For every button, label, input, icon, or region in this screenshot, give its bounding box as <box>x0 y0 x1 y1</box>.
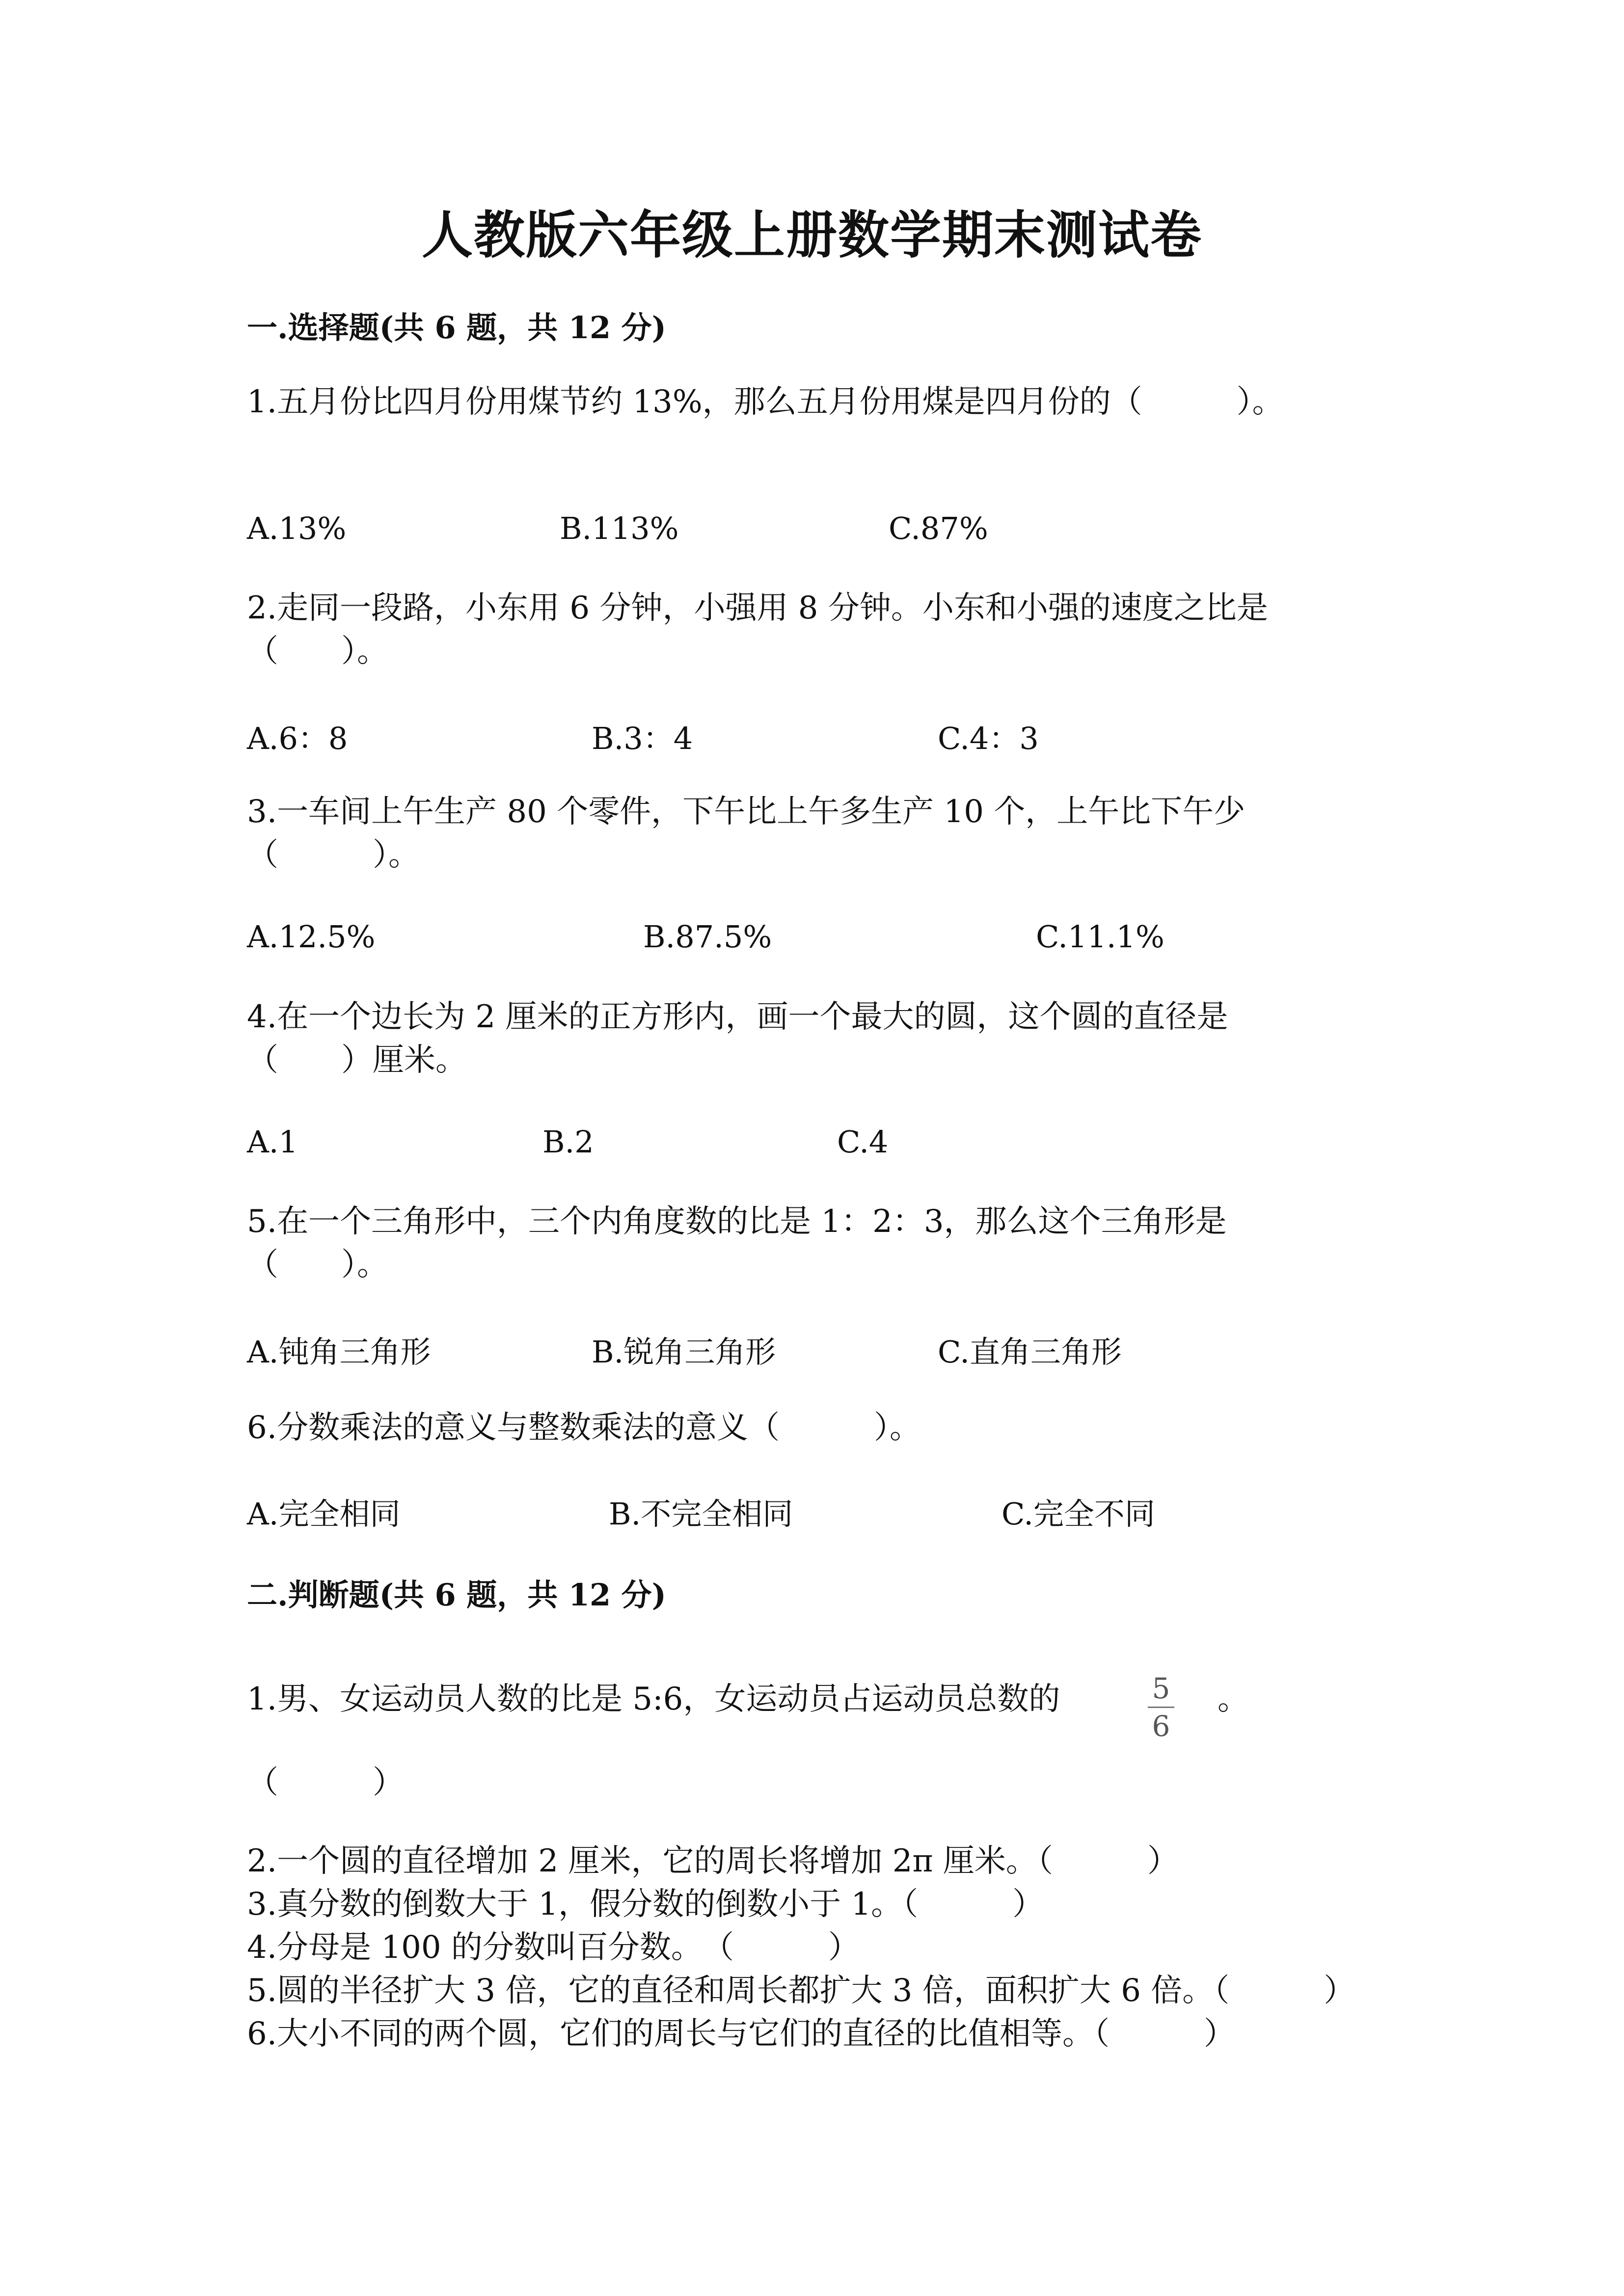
fraction-denominator: 6 <box>1152 1709 1170 1743</box>
fraction-numerator: 5 <box>1152 1672 1170 1705</box>
question-2-option-a: A.6：8 <box>247 721 348 756</box>
fraction-five-sixths <box>1144 1671 1178 1743</box>
question-6-option-c: C.完全不同 <box>1001 1496 1155 1532</box>
question-5-option-b: B.锐角三角形 <box>592 1334 776 1370</box>
fraction-bar <box>1148 1707 1174 1708</box>
tf-question-3: 3.真分数的倒数大于 1，假分数的倒数小于 1。（ ） <box>247 1886 1044 1922</box>
question-2-blank: （ ）。 <box>247 633 388 669</box>
question-1-option-a: A.13% <box>247 510 347 546</box>
question-6-option-b: B.不完全相同 <box>609 1496 793 1532</box>
question-3-option-b: B.87.5% <box>643 919 772 955</box>
question-5-blank: （ ）。 <box>247 1247 388 1283</box>
question-1-text: 1.五月份比四月份用煤节约 13%，那么五月份用煤是四月份的（ ）。 <box>247 384 1284 420</box>
question-5-text: 5.在一个三角形中，三个内角度数的比是 1：2：3，那么这个三角形是 <box>247 1203 1227 1240</box>
page-title: 人教版六年级上册数学期末测试卷 <box>421 205 1202 265</box>
question-5-option-c: C.直角三角形 <box>938 1334 1122 1370</box>
question-6-option-a: A.完全相同 <box>247 1496 401 1532</box>
question-3-option-a: A.12.5% <box>247 919 376 955</box>
question-4-blank: （ ）厘米。 <box>247 1042 467 1078</box>
question-3-option-c: C.11.1% <box>1036 919 1164 955</box>
question-3-text: 3.一车间上午生产 80 个零件，下午比上午多生产 10 个，上午比下午少 <box>247 794 1245 830</box>
question-2-option-c: C.4：3 <box>938 721 1039 756</box>
question-3-blank: （ ）。 <box>247 837 420 873</box>
tf-question-1-text: 1.男、女运动员人数的比是 5:6，女运动员占运动员总数的 <box>247 1681 1060 1717</box>
tf-question-6: 6.大小不同的两个圆，它们的周长与它们的直径的比值相等。（ ） <box>247 2016 1236 2052</box>
section-heading-true-false: 二.判断题(共 6 题，共 12 分) <box>247 1577 667 1613</box>
tf-question-4: 4.分母是 100 的分数叫百分数。 （ ） <box>247 1929 860 1966</box>
tf-question-5: 5.圆的半径扩大 3 倍，它的直径和周长都扩大 3 倍，面积扩大 6 倍。（ ） <box>247 1973 1355 2009</box>
question-2-text: 2.走同一段路，小东用 6 分钟，小强用 8 分钟。小东和小强的速度之比是 <box>247 590 1268 626</box>
tf-question-1-blank: （ ） <box>247 1764 404 1801</box>
question-4-option-b: B.2 <box>542 1124 594 1160</box>
question-2-option-b: B.3：4 <box>592 721 693 756</box>
tf-question-1-end: 。 <box>1218 1681 1249 1717</box>
question-4-option-c: C.4 <box>837 1124 889 1160</box>
question-1-option-b: B.113% <box>560 510 679 546</box>
question-6-text: 6.分数乘法的意义与整数乘法的意义（ ）。 <box>247 1410 921 1446</box>
question-4-text: 4.在一个边长为 2 厘米的正方形内，画一个最大的圆，这个圆的直径是 <box>247 999 1228 1035</box>
question-1-option-c: C.87% <box>889 510 988 546</box>
section-heading-choice: 一.选择题(共 6 题，共 12 分) <box>247 310 667 346</box>
question-4-option-a: A.1 <box>247 1124 298 1160</box>
tf-question-2: 2.一个圆的直径增加 2 厘米，它的周长将增加 2π 厘米。（ ） <box>247 1843 1179 1879</box>
question-5-option-a: A.钝角三角形 <box>247 1334 431 1370</box>
